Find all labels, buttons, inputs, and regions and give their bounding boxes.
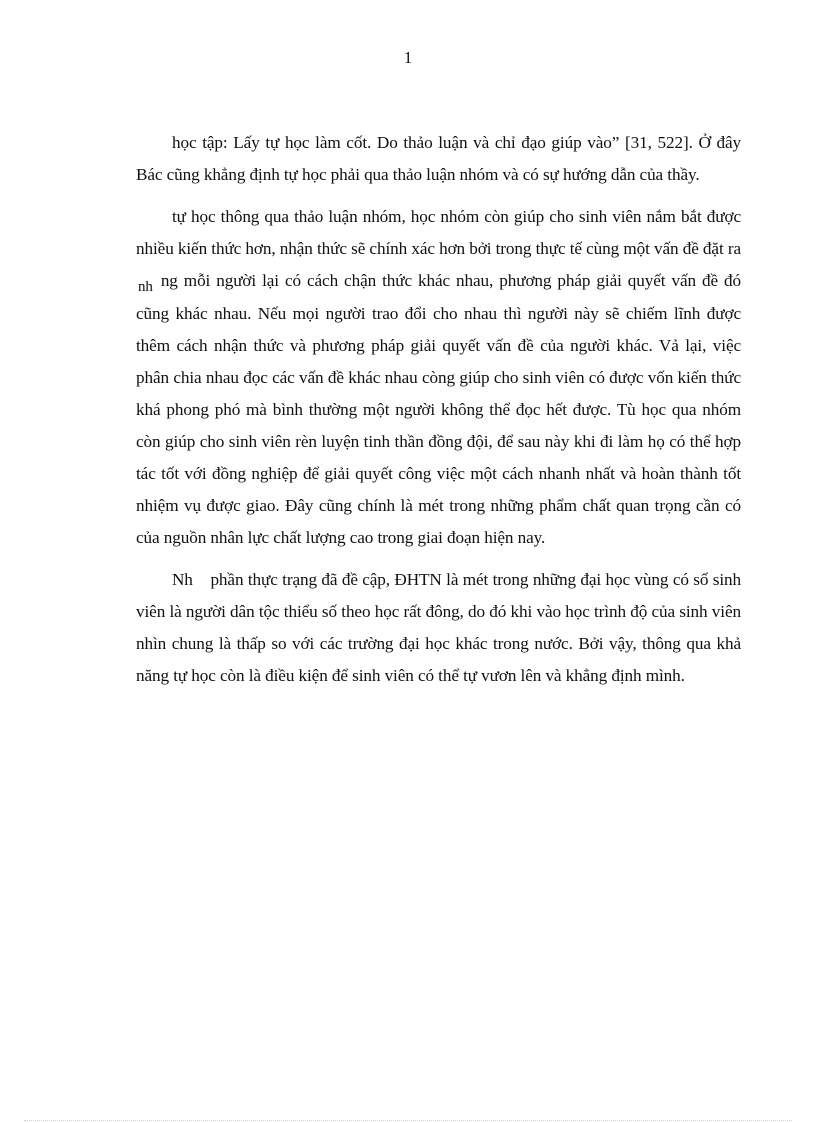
paragraph-2 [136,201,741,554]
page-bottom-divider [24,1120,792,1121]
paragraph-2-text-end: ng mỗi người lại có cách chận thức khác nhau, phương pháp giải quyết vấn đề đó cũng khác nhau. Nếu mọi người trao đổi cho nhau thì người này sẽ chiếm lĩnh được thêm cách nhận thức và phương pháp giải quyết vấn đề của người khác. Vả lại, việc phân chia nhau đọc các vấn đề khác nhau còng giúp cho sinh viên có được vốn kiến thức khá phong phó mà bình thường một người không thể đọc hết được. Tù học qua nhóm còn giúp cho sinh viên rèn luyện tinh thần đồng đội, để sau này khi đi làm họ có thể hợp tác tốt với đồng nghiệp để giải quyết công việc một cách nhanh nhất và hoàn thành tốt nhiệm vụ được giao. Đây cũng chính là mét trong những phẩm chất quan trọng cần có của nguồn nhân lực chất lượng cao trong giai đoạn hiện nay. [136,271,741,547]
paragraph-3-lead-fragment: Nh [172,570,193,589]
paragraph-1: học tập: Lấy tự học làm cốt. Do thảo luận và chỉ đạo giúp vào” [31, 522]. Ở đây Bác cũng khẳng định tự học phải qua thảo luận nhóm và có sự hướng dẫn của thầy. [136,133,741,184]
paragraph-2-text-start: tự học thông qua thảo luận nhóm, học nhóm còn giúp cho sinh viên nắm bắt được nhiều kiến thức hơn, nhận thức sẽ chính xác hơn bởi trong thực tế cùng một vấn đề đặt ra [136,207,741,258]
paragraph-2-subscript-fragment: nh [138,279,153,295]
document-body [136,127,741,702]
paragraph-3-text: phần thực trạng đã đề cập, ĐHTN là mét trong những đại học vùng có số sinh viên là người dân tộc thiểu số theo học rất đông, do đó khi vào học trình độ của sinh viên nhìn chung là thấp so với các trường đại học khác trong nước. Bởi vậy, thông qua khả năng tự học còn là điều kiện để sinh viên có thể tự vươn lên và khẳng định mình. [136,570,741,685]
page-number: 1 [403,48,413,67]
paragraph-3 [136,564,741,692]
